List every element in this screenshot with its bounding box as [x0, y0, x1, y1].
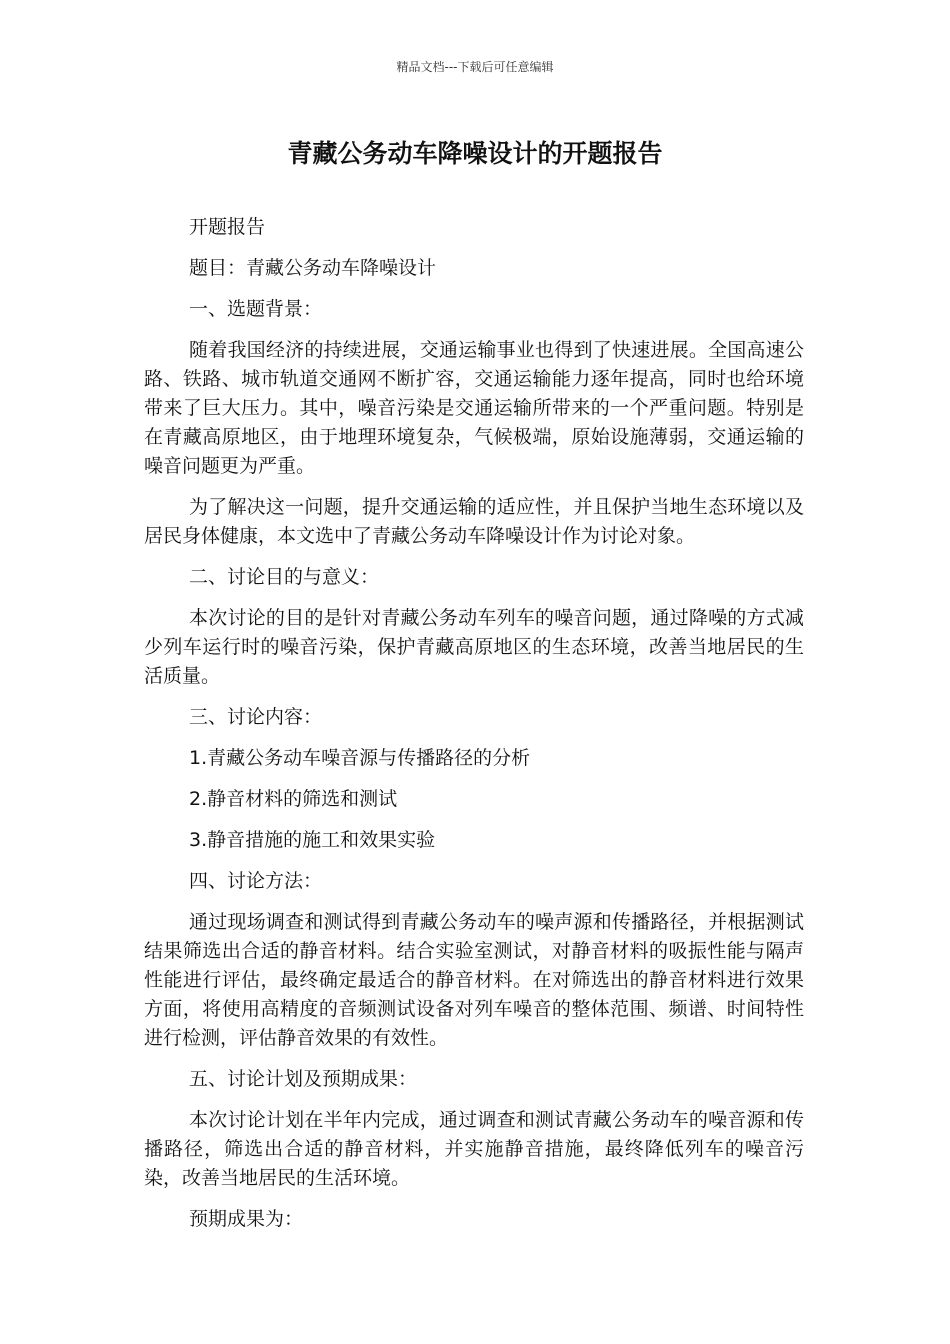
- document-body: [144, 213, 804, 1246]
- paragraph-plan: 本次讨论计划在半年内完成，通过调查和测试青藏公务动车的噪音源和传播路径，筛选出合适的静音材料，并实施静音措施，最终降低列车的噪音污染，改善当地居民的生活环境。: [144, 1109, 804, 1189]
- paragraph-background-1: 随着我国经济的持续进展，交通运输事业也得到了快速进展。全国高速公路、铁路、城市轨道交通网不断扩容，交通运输能力逐年提高，同时也给环境带来了巨大压力。其中，噪音污染是交通运输所带来的一个严重问题。特别是在青藏高原地区，由于地理环境复杂，气候极端，原始设施薄弱，交通运输的噪音问题更为严重。: [144, 339, 804, 477]
- content-item-3: 3.静音措施的施工和效果实验: [189, 829, 436, 851]
- content-item-2: 2.静音材料的筛选和测试: [189, 788, 398, 810]
- section-heading-purpose: 二、讨论目的与意义：: [189, 566, 380, 588]
- content-item-1: 1.青藏公务动车噪音源与传播路径的分析: [189, 747, 531, 769]
- section-heading-method: 四、讨论方法：: [189, 870, 323, 892]
- paragraph-topic: 题目：青藏公务动车降噪设计: [189, 257, 437, 279]
- section-heading-content: 三、讨论内容：: [189, 706, 323, 728]
- section-heading-background: 一、选题背景：: [189, 298, 323, 320]
- paragraph-background-2: 为了解决这一问题，提升交通运输的适应性，并且保护当地生态环境以及居民身体健康，本文选中了青藏公务动车降噪设计作为讨论对象。: [144, 496, 804, 547]
- paragraph-method: 通过现场调查和测试得到青藏公务动车的噪声源和传播路径，并根据测试结果筛选出合适的静音材料。结合实验室测试，对静音材料的吸振性能与隔声性能进行评估，最终确定最适合的静音材料。在对筛选出的静音材料进行效果方面，将使用高精度的音频测试设备对列车噪音的整体范围、频谱、时间特性进行检测，评估静音效果的有效性。: [144, 911, 804, 1049]
- paragraph-purpose: 本次讨论的目的是针对青藏公务动车列车的噪音问题，通过降噪的方式减少列车运行时的噪音污染，保护青藏高原地区的生态环境，改善当地居民的生活质量。: [144, 607, 804, 687]
- document-title: 青藏公务动车降噪设计的开题报告: [287, 139, 663, 168]
- paragraph-report-label: 开题报告: [189, 216, 266, 238]
- header-note: 精品文档---下载后可任意编辑: [396, 60, 554, 74]
- paragraph-expected-results: 预期成果为：: [189, 1208, 304, 1230]
- section-heading-plan: 五、讨论计划及预期成果：: [189, 1068, 418, 1090]
